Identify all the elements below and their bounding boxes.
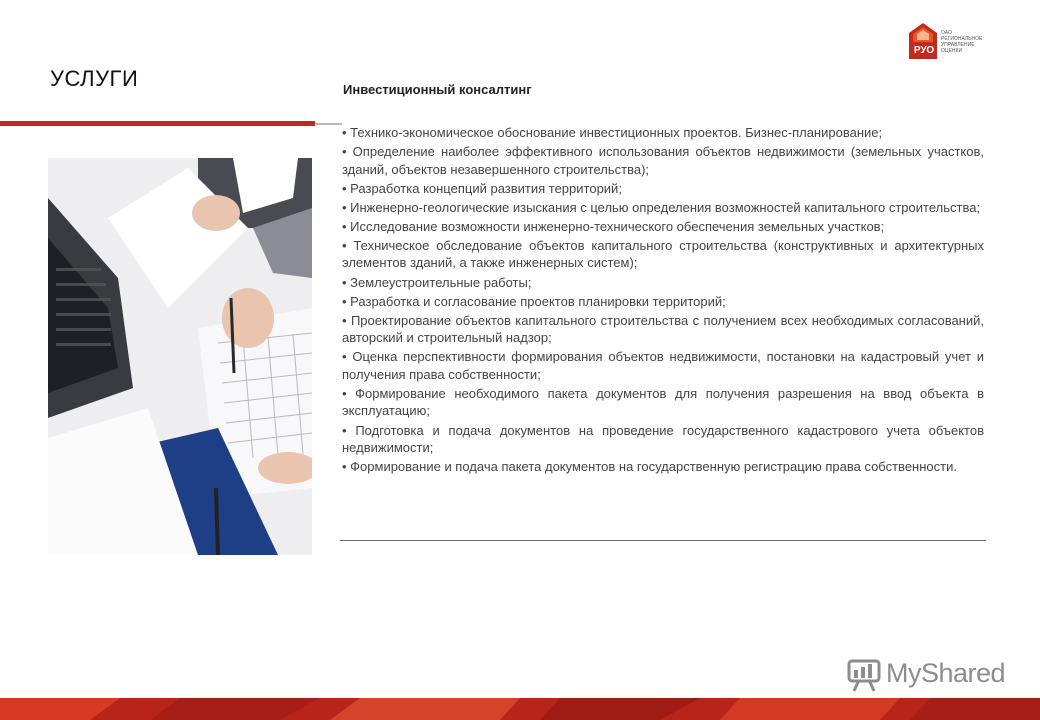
list-item: • Инженерно-геологические изыскания с целью определения возможностей капитального строительства; (342, 199, 981, 215)
section-bottom-rule (340, 540, 986, 541)
watermark-text: MyShared (886, 658, 1006, 688)
logo-caption-line: ОЦЕНКИ (941, 48, 963, 54)
logo-caption-line: РЕГИОНАЛЬНОЕ (941, 36, 983, 42)
services-list (342, 124, 984, 477)
list-item: • Подготовка и подача документов на проведение государственного кадастрового учета объектов недвижимости; (342, 422, 984, 456)
list-item: • Разработка концепций развития территорий; (342, 180, 622, 196)
list-item: • Исследование возможности инженерно-технического обеспечения земельных участков; (342, 218, 885, 234)
title-divider-line (315, 123, 342, 125)
list-item: • Землеустроительные работы; (342, 274, 532, 290)
list-item: • Определение наиболее эффективного использования объектов недвижимости (земельных участков, зданий, объектов незавершенного строительства); (342, 144, 984, 177)
page-title: УСЛУГИ (50, 66, 139, 91)
presentation-board-icon (846, 658, 882, 692)
list-item: • Разработка и согласование проектов планировки территорий; (342, 293, 726, 309)
logo-caption (941, 30, 989, 54)
list-item: • Техническое обследование объектов капитального строительства (конструктивных и архитектурных элементов зданий, а также инженерных систем); (342, 237, 984, 271)
list-item: • Проектирование объектов капитального строительства с получением всех необходимых согласований, авторский и строительный надзор; (342, 312, 984, 346)
list-item: • Оценка перспективности формирования объектов недвижимости, постановки на кадастровый учет и получения права собственности; (342, 349, 984, 382)
logo-caption-line: УПРАВЛЕНИЕ (941, 42, 975, 48)
title-accent-line (0, 121, 315, 126)
logo-caption-line: ОАО (941, 30, 952, 36)
list-item: • Технико-экономическое обоснование инвестиционных проектов. Бизнес-планирование; (342, 125, 883, 140)
logo-abbreviation: РУО (913, 45, 935, 56)
section-heading: Инвестиционный консалтинг (343, 82, 532, 97)
footer-band (0, 698, 1040, 720)
list-item: • Формирование и подача пакета документов на государственную регистрацию права собственности. (342, 459, 957, 475)
list-item: • Формирование необходимого пакета документов для получения разрешения на ввод объекта в эксплуатацию; (342, 385, 984, 419)
company-logo (908, 22, 988, 62)
office-photo (48, 158, 312, 555)
